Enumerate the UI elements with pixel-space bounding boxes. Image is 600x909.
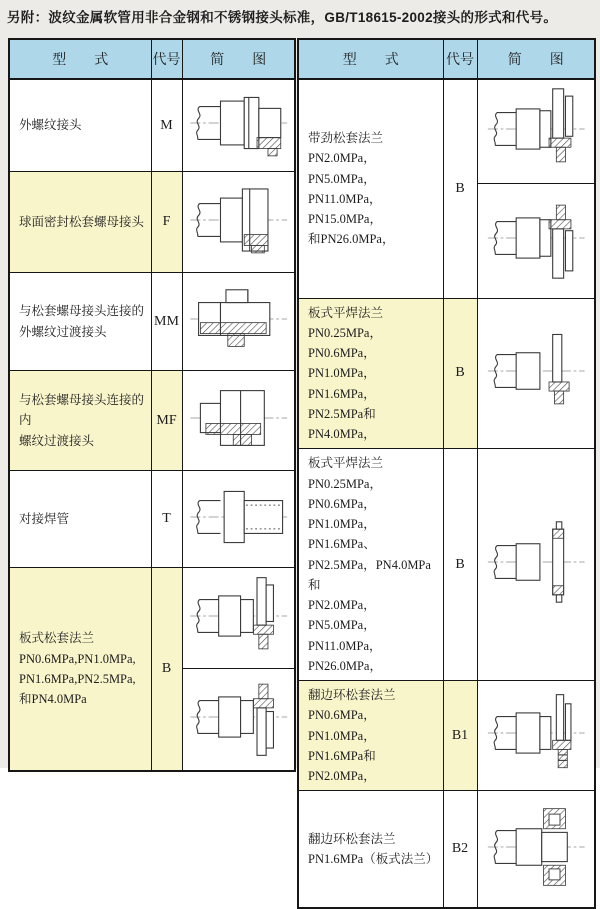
- fitting-code: B: [151, 568, 182, 771]
- fitting-type-label: 外螺纹接头: [9, 79, 151, 172]
- fitting-code: B: [443, 298, 477, 449]
- fitting-diagram: [184, 277, 294, 361]
- fitting-type-label: 与松套螺母接头连接的内 螺纹过渡接头: [9, 371, 151, 471]
- col-header-diagram: 简 图: [477, 39, 595, 79]
- fitting-diagram-cell: [182, 568, 295, 669]
- fitting-diagram-cell: [477, 449, 595, 681]
- fitting-type-label: 翻边环松套法兰 PN1.6MPa（板式法兰）: [298, 791, 443, 908]
- fitting-diagram-cell: [182, 79, 295, 172]
- fitting-diagram: [479, 691, 594, 775]
- fitting-diagram: [479, 329, 594, 413]
- fittings-table-right: [297, 38, 596, 909]
- col-header-code: 代号: [151, 39, 182, 79]
- page-title: 另附：波纹金属软管用非合金钢和不锈钢接头标准，GB/T18615-2002接头的形式和代号。: [7, 10, 558, 25]
- col-header-diagram: 简 图: [182, 39, 295, 79]
- fitting-type-label: 板式平焊法兰 PN0.25MPa，PN0.6MPa， PN1.0MPa，PN1.6MPa、 PN2.5MPa，PN4.0MPa 和 PN2.0MPa，PN5.0MPa， PN11.0MPa，PN26.0MPa，: [298, 449, 443, 681]
- fitting-diagram: [479, 520, 594, 604]
- col-header-type: 型 式: [298, 39, 443, 79]
- fitting-diagram-cell: [477, 79, 595, 183]
- fitting-code: B: [443, 449, 477, 681]
- fitting-code: B2: [443, 791, 477, 908]
- fitting-diagram-cell: [477, 681, 595, 791]
- col-header-type: 型 式: [9, 39, 151, 79]
- fitting-diagram-cell: [477, 183, 595, 298]
- fitting-diagram: [184, 178, 294, 262]
- fitting-diagram-cell: [182, 371, 295, 471]
- table-header-row: [298, 39, 595, 79]
- table-header-row: [9, 39, 295, 79]
- fitting-diagram: [479, 805, 594, 889]
- fitting-diagram: [184, 376, 294, 460]
- fitting-type-label: 翻边环松套法兰 PN0.6MPa，PN1.0MPa， PN1.6MPa和PN2.0MPa，: [298, 681, 443, 791]
- table-row: [298, 681, 595, 791]
- fitting-code: M: [151, 79, 182, 172]
- fitting-diagram: [184, 81, 294, 165]
- fitting-code: T: [151, 471, 182, 568]
- table-row: [9, 471, 295, 568]
- fitting-diagram: [184, 475, 294, 559]
- fitting-code: B1: [443, 681, 477, 791]
- table-row: [9, 371, 295, 471]
- fitting-type-label: 板式平焊法兰 PN0.25MPa，PN0.6MPa， PN1.0MPa，PN1.6MPa， PN2.5MPa和PN4.0MPa，: [298, 298, 443, 449]
- fitting-code: F: [151, 172, 182, 273]
- table-row: [9, 172, 295, 273]
- fitting-diagram-cell: [477, 298, 595, 449]
- fitting-type-label: 球面密封松套螺母接头: [9, 172, 151, 273]
- fitting-diagram-cell: [182, 471, 295, 568]
- fitting-diagram: [184, 675, 294, 759]
- fitting-diagram: [184, 574, 294, 658]
- fitting-diagram: [479, 196, 594, 280]
- fitting-diagram-cell: [182, 273, 295, 371]
- fittings-table-left: [8, 38, 296, 772]
- table-row: [9, 79, 295, 172]
- fitting-type-label: 对接焊管: [9, 471, 151, 568]
- fitting-diagram: [479, 87, 594, 171]
- fitting-diagram-cell: [477, 791, 595, 908]
- table-row: [298, 79, 595, 183]
- fitting-code: B: [443, 79, 477, 298]
- fitting-code: MF: [151, 371, 182, 471]
- fitting-diagram-cell: [182, 669, 295, 771]
- fitting-type-label: 板式松套法兰 PN0.6MPa,PN1.0MPa, PN1.6MPa,PN2.5MPa, 和PN4.0MPa: [9, 568, 151, 771]
- fitting-code: MM: [151, 273, 182, 371]
- table-row: [298, 449, 595, 681]
- table-row: [9, 273, 295, 371]
- table-row: [298, 298, 595, 449]
- table-row: [9, 568, 295, 669]
- fitting-diagram-cell: [182, 172, 295, 273]
- col-header-code: 代号: [443, 39, 477, 79]
- fitting-type-label: 与松套螺母接头连接的 外螺纹过渡接头: [9, 273, 151, 371]
- fitting-type-label: 带劲松套法兰 PN2.0MPa，PN5.0MPa， PN11.0MPa，PN15.0MPa， 和PN26.0MPa，: [298, 79, 443, 298]
- table-row: [298, 791, 595, 908]
